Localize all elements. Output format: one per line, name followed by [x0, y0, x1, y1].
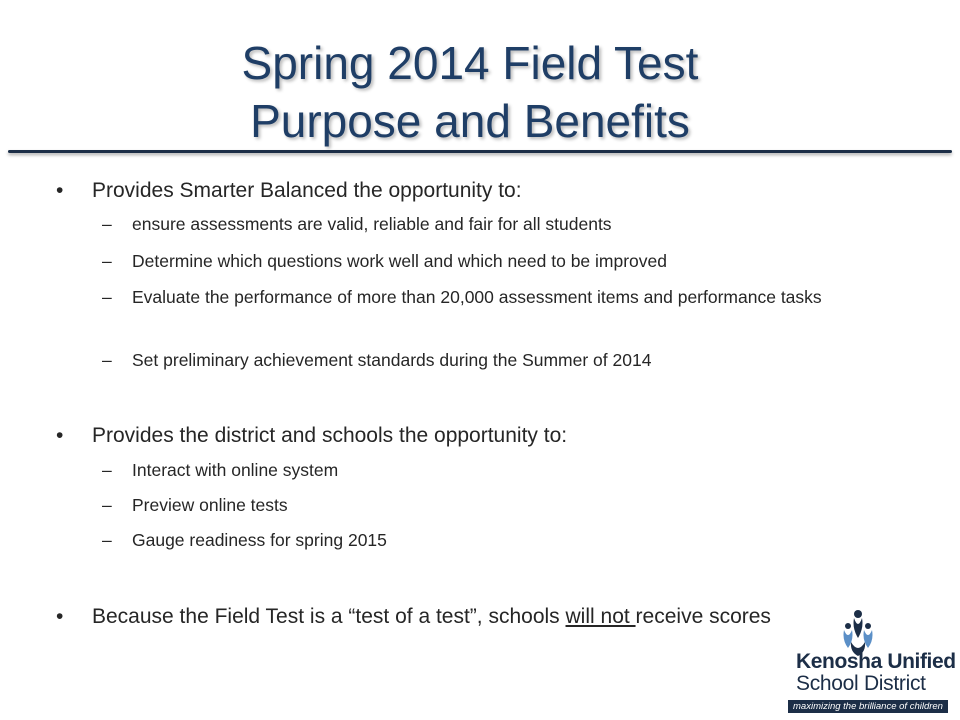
bullet-text — [92, 603, 892, 630]
sub-item-text: Determine which questions work well and which need to be improved — [132, 251, 667, 271]
logo-tagline: maximizing the brilliance of children — [788, 700, 948, 713]
dash-marker: – — [102, 287, 112, 307]
dash-marker: – — [102, 214, 112, 234]
dash-marker: – — [102, 251, 112, 271]
dash-marker: – — [102, 530, 112, 550]
bullet-text-after: receive scores — [635, 605, 771, 628]
district-logo — [778, 608, 954, 716]
sub-item-text: Set preliminary achievement standards during the Summer of 2014 — [132, 350, 652, 370]
bullet-text-before: Because the Field Test is a “test of a test”, schools — [92, 605, 566, 628]
dash-marker: – — [102, 460, 112, 480]
sub-item-text: ensure assessments are valid, reliable and fair for all students — [132, 214, 612, 234]
dash-marker: – — [102, 495, 112, 515]
dash-marker: – — [102, 350, 112, 370]
underlined-emphasis: will not — [565, 605, 636, 628]
bullet-marker: • — [56, 424, 64, 447]
bullet-marker: • — [56, 179, 64, 202]
sub-item-text: Interact with online system — [132, 460, 339, 480]
slide-title-line-2: Purpose and Benefits — [250, 95, 690, 147]
bullet-marker: • — [56, 605, 64, 628]
sub-item-text: Evaluate the performance of more than 20,000 assessment items and performance tasks — [132, 287, 822, 307]
bullet-text: Provides Smarter Balanced the opportunity to: — [92, 179, 522, 202]
flame-figures-icon — [778, 608, 954, 656]
sub-item-text: Gauge readiness for spring 2015 — [132, 530, 387, 550]
slide-title-line-1: Spring 2014 Field Test — [241, 37, 699, 89]
sub-item-text: Preview online tests — [132, 495, 288, 515]
logo-name-line-2: School District — [796, 672, 926, 695]
bullet-text: Provides the district and schools the opportunity to: — [92, 424, 568, 447]
logo-name-line-1: Kenosha Unified — [796, 650, 956, 673]
